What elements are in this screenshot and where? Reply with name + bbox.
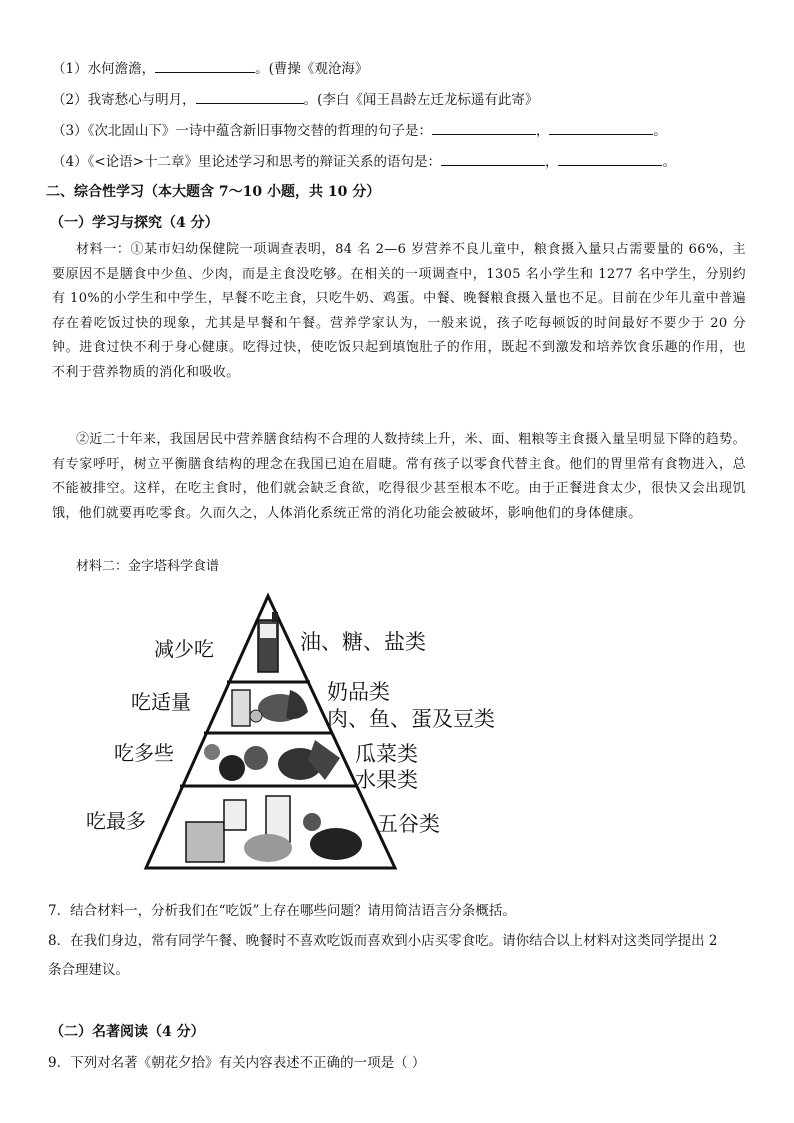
fill-blank-1 [52, 57, 368, 77]
food-category-label: 水果类 [355, 768, 418, 792]
food-category-label: 瓜菜类 [355, 742, 418, 766]
vegetables-fruit-icon [204, 740, 340, 781]
answer-blank[interactable] [558, 153, 662, 166]
question-9: 9．下列对名著《朝花夕拾》有关内容表述不正确的一项是（ ） [48, 1055, 426, 1071]
pyramid-level-label: 吃适量 [131, 690, 191, 714]
dairy-meat-icon [232, 690, 308, 726]
question-7: 7．结合材料一，分析我们在“吃饭”上存在哪些问题？请用简洁语言分条概括。 [48, 903, 516, 919]
section-title: 二、综合性学习（本大题含 7～10 小题，共 10 分） [46, 184, 381, 200]
answer-blank[interactable] [441, 153, 545, 166]
pyramid-level-label: 吃最多 [86, 809, 146, 833]
fill-blank-suffix: 。 [653, 123, 667, 139]
answer-blank[interactable] [432, 122, 536, 135]
answer-blank[interactable] [549, 122, 653, 135]
answer-blank[interactable] [196, 91, 304, 104]
food-category-label: 奶品类 [327, 680, 390, 704]
material-1-paragraph-2: ②近二十年来，我国居民中营养膳食结构不合理的人数持续上升，米、面、粗粮等主食摄入量呈明显下降的趋势。有专家呼吁，树立平衡膳食结构的理念在我国已迫在眉睫。常有孩子以零食代替主食。他们的胃里常有食物进入，总不能被排空。这样，在吃主食时，他们就会缺乏食欲，吃得很少甚至根本不吃。由于正餐进食太少，很快又会出现饥饿，他们就要再吃零食。久而久之，人体消化系统正常的消化功能会被破坏，影响他们的身体健康。 [52, 432, 747, 521]
food-category-label: 五谷类 [377, 812, 440, 836]
fill-blank-suffix: 。(李白《闻王昌龄左迁龙标遥有此寄》 [303, 92, 539, 108]
food-category-label: 肉、鱼、蛋及豆类 [327, 707, 495, 731]
fill-blank-suffix: 。(曹操《观沧海》 [255, 61, 369, 77]
material-2-label: 材料二：金字塔科学食谱 [76, 559, 220, 574]
grains-icon [186, 796, 362, 862]
question-8-line-1: 8．在我们身边，常有同学午餐、晚餐时不喜欢吃饭而喜欢到小店买零食吃。请你结合以上材料对这类同学提出 2 [48, 933, 718, 949]
fill-blank-prefix: （2）我寄愁心与明月， [52, 92, 196, 108]
answer-blank[interactable] [155, 60, 255, 73]
oil-bottle-icon [258, 612, 278, 672]
material-1-paragraph-1: 材料一：①某市妇幼保健院一项调查表明，84 名 2—6 岁营养不良儿童中，粮食摄入量只占需要量的 66%，主要原因不是膳食中少鱼、少肉，而是主食没吃够。在相关的一项调查中，1305 名小学生和 1277 名中学生，分别约有 10%的小学生和中学生，早餐不吃主食，只吃牛奶、鸡蛋。中餐、晚餐粮食摄入量也不足。目前在少年儿童中普遍存在着吃饭过快的现象，尤其是早餐和午餐。营养学家认为，一般来说，孩子吃每顿饭的时间最好不要少于 20 分钟。进食过快不利于身心健康。吃得过快，使吃饭只起到填饱肚子的作用，既起不到激发和培养饮食乐趣的作用，也不利于营养物质的消化和吸收。 [52, 242, 746, 380]
fill-blank-2 [52, 88, 538, 108]
fill-blank-suffix: 。 [662, 154, 676, 170]
fill-blank-4 [52, 150, 676, 170]
pyramid-level-label: 减少吃 [154, 637, 214, 661]
fill-blank-prefix: （1）水何澹澹， [52, 61, 156, 77]
subsection-title: （一）学习与探究（4 分） [50, 215, 219, 231]
fill-blank-prefix: （3）《次北固山下》一诗中蕴含新旧事物交替的哲理的句子是： [52, 123, 432, 139]
subsection-title: （二）名著阅读（4 分） [50, 1024, 205, 1040]
pyramid-level-label: 吃多些 [114, 741, 174, 765]
fill-blank-middle: ， [535, 123, 550, 139]
fill-blank-middle: ， [544, 154, 559, 170]
food-category-label: 油、糖、盐类 [300, 630, 426, 654]
fill-blank-3 [52, 119, 667, 139]
question-8-line-2: 条合理建议。 [48, 962, 129, 978]
fill-blank-prefix: （4）《<论语>十二章》里论述学习和思考的辩证关系的语句是： [52, 154, 441, 170]
